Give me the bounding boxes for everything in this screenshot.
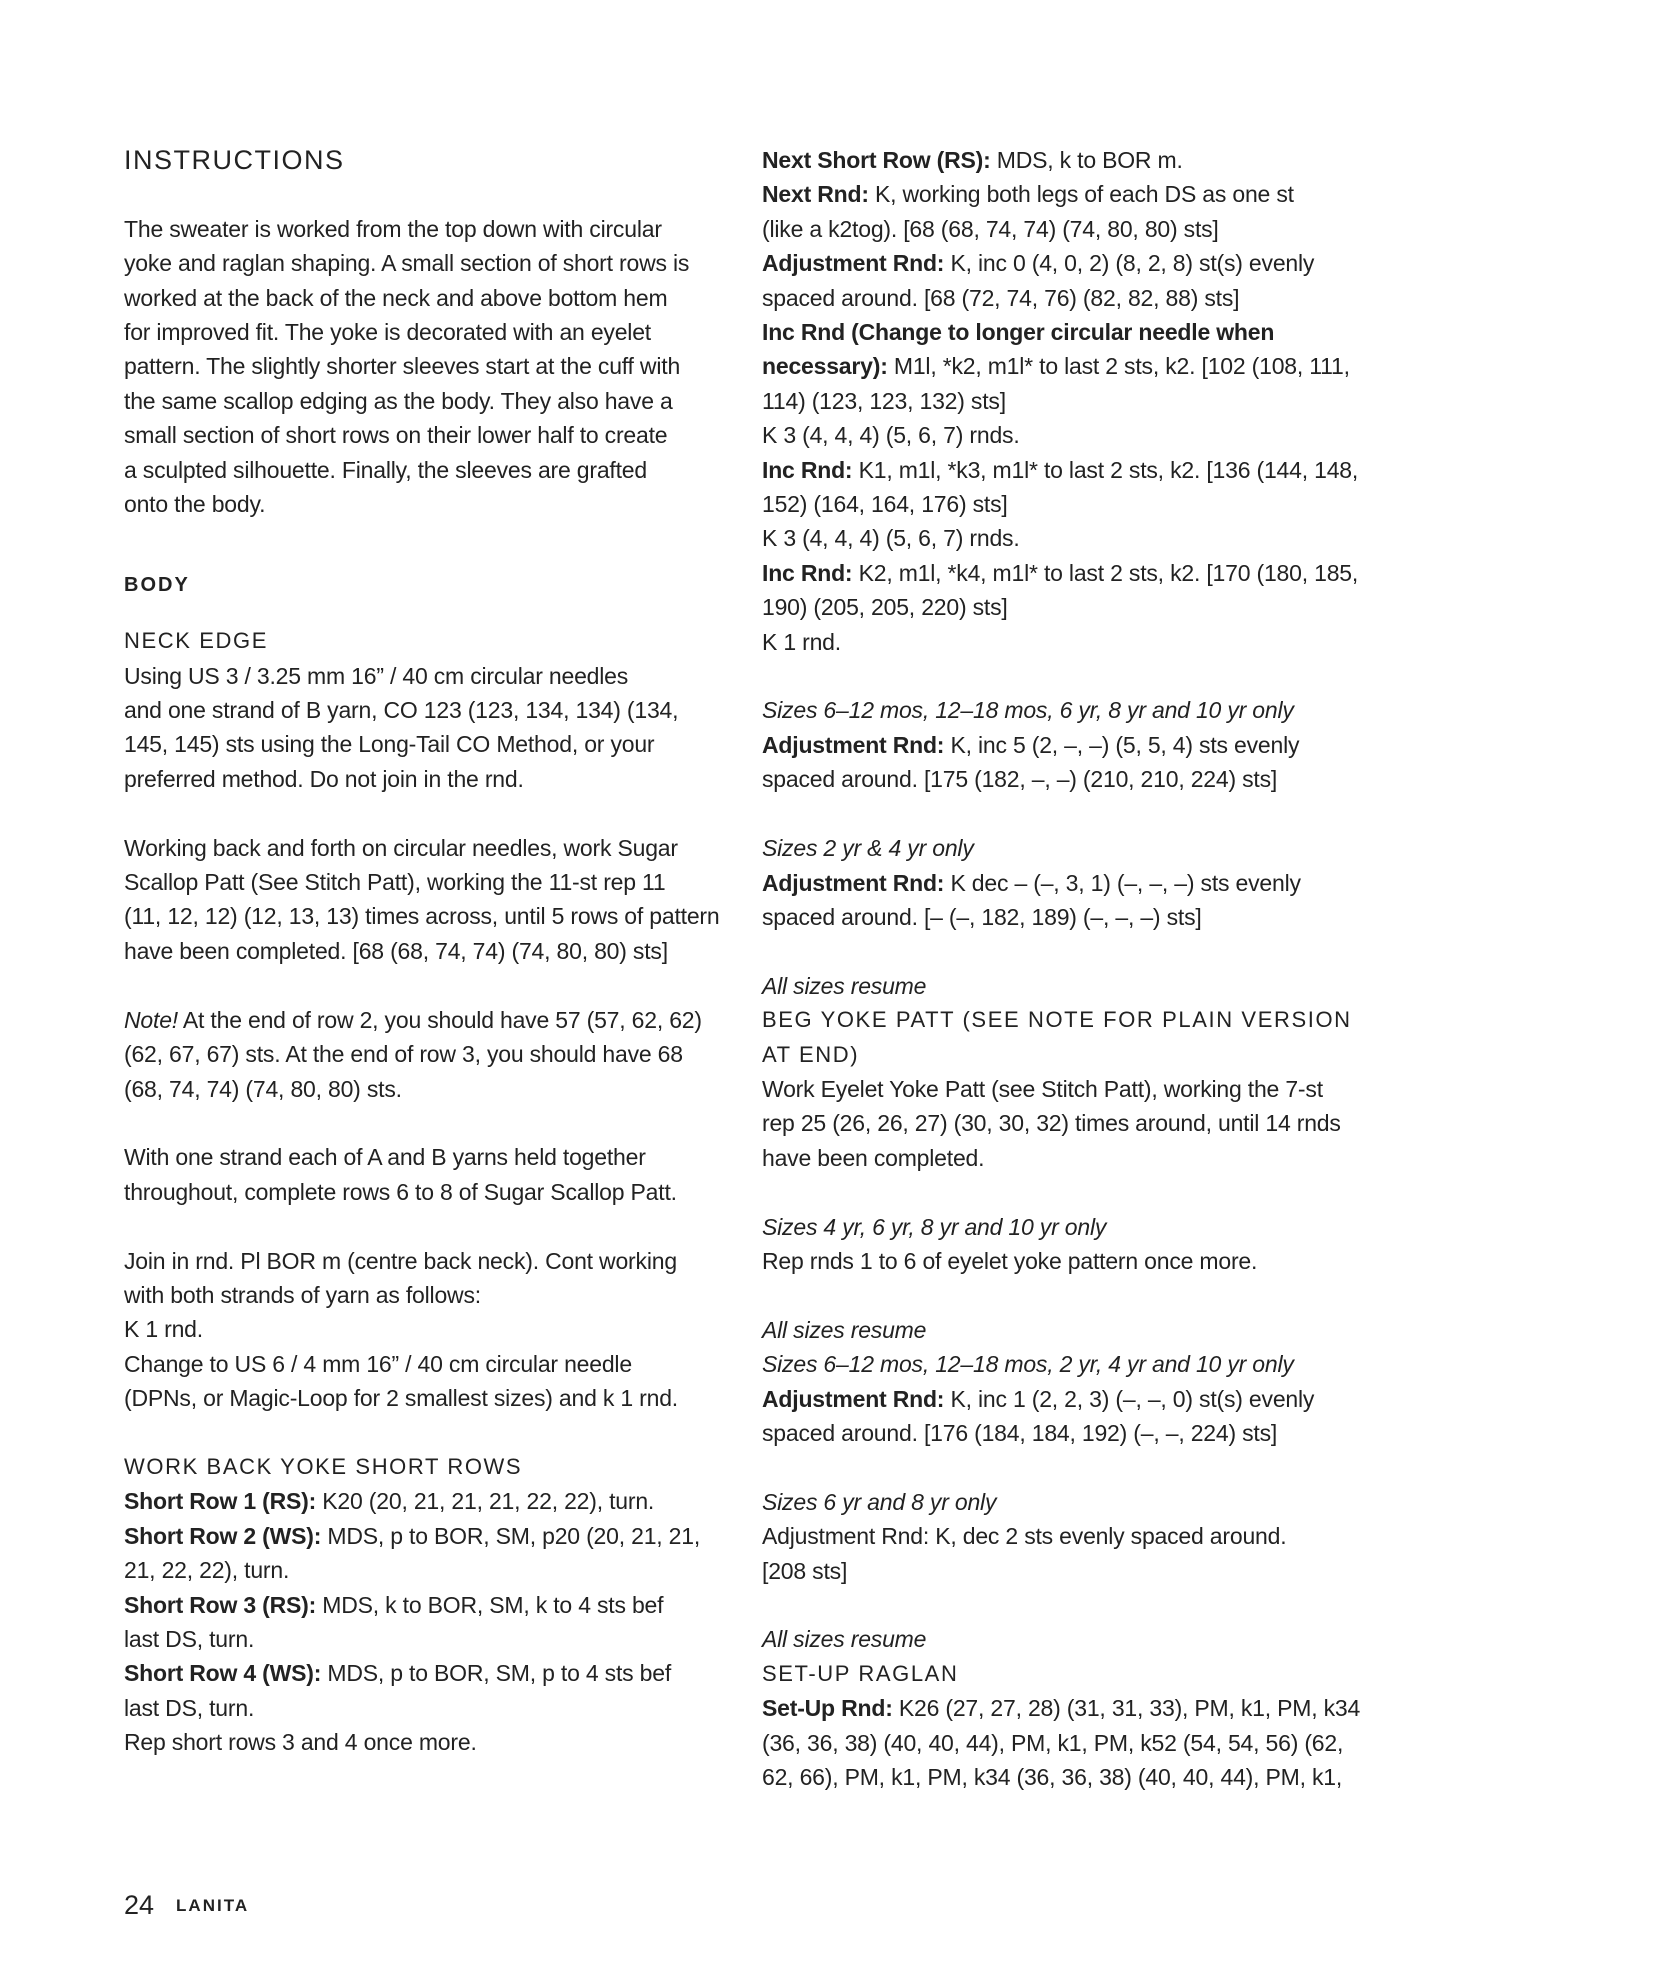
short-row-2: [124, 1519, 736, 1553]
short-row-3-cont: last DS, turn.: [124, 1625, 255, 1652]
working-back-line: have been completed. [68 (68, 74, 74) (74, 80, 80) sts]: [124, 937, 668, 964]
knit-rnds-a: K 3 (4, 4, 4) (5, 6, 7) rnds.: [762, 422, 1020, 449]
intro-line: worked at the back of the neck and above bottom hem: [124, 284, 668, 311]
next-short-row-label: Next Short Row (RS):: [762, 147, 991, 173]
beg-yoke-title: BEG YOKE PATT (SEE NOTE FOR PLAIN VERSION: [762, 1007, 1352, 1033]
intro-line: yoke and raglan shaping. A small section of short rows is: [124, 250, 690, 277]
intro-paragraph: [124, 212, 736, 522]
neck-edge-line: preferred method. Do not join in the rnd.: [124, 765, 524, 792]
brand-name: LANITA: [176, 1896, 250, 1915]
eyelet-line: rep 25 (26, 26, 27) (30, 30, 32) times around, until 14 rnds: [762, 1110, 1341, 1137]
note-line: [124, 1003, 736, 1037]
note-line: (68, 74, 74) (74, 80, 80) sts.: [124, 1075, 402, 1102]
inc-rnd-2-cont: 152) (164, 164, 176) sts]: [762, 491, 1008, 518]
working-back-line: (11, 12, 12) (12, 13, 13) times across, until 5 rows of pattern: [124, 903, 720, 930]
sizes-note-5: Sizes 6 yr and 8 yr only: [762, 1488, 997, 1515]
inc-rnd-3-label: Inc Rnd:: [762, 559, 853, 586]
short-row-3-label: Short Row 3 (RS):: [124, 1591, 317, 1618]
adjustment-rnd-4: [762, 1382, 1374, 1416]
adjustment-rnd-4-text: K, inc 1 (2, 2, 3) (–, –, 0) st(s) evenly: [944, 1385, 1315, 1412]
right-column: [762, 143, 1374, 1794]
working-back-line: Scallop Patt (See Stitch Patt), working the 11-st rep 11: [124, 869, 666, 896]
knit-1-rnd: K 1 rnd.: [762, 628, 841, 655]
inc-rnd-1: [762, 349, 1374, 383]
body-section-title: BODY: [124, 573, 190, 596]
sizes-note-2: Sizes 2 yr & 4 yr only: [762, 835, 974, 862]
eyelet-line: have been completed.: [762, 1144, 985, 1171]
inc-rnd-1-text: M1l, *k2, m1l* to last 2 sts, k2. [102 (108, 111,: [887, 353, 1350, 380]
short-row-3-text: MDS, k to BOR, SM, k to 4 sts bef: [316, 1591, 664, 1618]
inc-rnd-2-text: K1, m1l, *k3, m1l* to last 2 sts, k2. [136 (144, 148,: [852, 456, 1359, 483]
short-row-4-cont: last DS, turn.: [124, 1694, 255, 1721]
adjustment-rnd-1-label: Adjustment Rnd:: [762, 250, 945, 277]
inc-rnd-2-label: Inc Rnd:: [762, 456, 853, 483]
adjustment-rnd-3-cont: spaced around. [– (–, 182, 189) (–, –, –) sts]: [762, 903, 1202, 930]
note-text: At the end of row 2, you should have 57 (57, 62, 62): [177, 1006, 702, 1033]
setup-rnd: [762, 1691, 1374, 1725]
neck-edge-line: and one strand of B yarn, CO 123 (123, 134, 134) (134,: [124, 697, 679, 724]
adjustment-rnd-5-cont: [208 sts]: [762, 1557, 848, 1584]
adjustment-rnd-1-cont: spaced around. [68 (72, 74, 76) (82, 82, 88) sts]: [762, 284, 1240, 311]
short-row-2-cont: 21, 22, 22), turn.: [124, 1557, 290, 1584]
page-footer: [124, 1888, 249, 1923]
working-back-line: Working back and forth on circular needles, work Sugar: [124, 834, 678, 861]
sizes-note-3: Sizes 4 yr, 6 yr, 8 yr and 10 yr only: [762, 1213, 1107, 1240]
setup-rnd-label: Set-Up Rnd:: [762, 1695, 893, 1722]
beg-yoke-title-cont: AT END): [762, 1041, 860, 1067]
short-row-1-text: K20 (20, 21, 21, 21, 22, 22), turn.: [316, 1488, 655, 1515]
one-strand-line: With one strand each of A and B yarns held together: [124, 1144, 646, 1171]
setup-rnd-cont: (36, 36, 38) (40, 40, 44), PM, k1, PM, k52 (54, 54, 56) (62,: [762, 1729, 1344, 1756]
next-rnd: [762, 177, 1374, 211]
next-short-row-text: MDS, k to BOR m.: [990, 147, 1183, 173]
short-row-1: [124, 1484, 736, 1518]
short-row-4: [124, 1656, 736, 1690]
setup-rnd-cont: 62, 66), PM, k1, PM, k34 (36, 36, 38) (40, 40, 44), PM, k1,: [762, 1763, 1343, 1790]
rep-rnds: Rep rnds 1 to 6 of eyelet yoke pattern once more.: [762, 1247, 1258, 1274]
short-row-2-label: Short Row 2 (WS):: [124, 1522, 322, 1549]
neck-edge-line: Using US 3 / 3.25 mm 16” / 40 cm circular needles: [124, 662, 629, 689]
next-rnd-text: K, working both legs of each DS as one st: [868, 181, 1294, 208]
intro-line: pattern. The slightly shorter sleeves start at the cuff with: [124, 353, 681, 380]
adjustment-rnd-4-cont: spaced around. [176 (184, 184, 192) (–, –, 224) sts]: [762, 1419, 1278, 1446]
adjustment-rnd-2-label: Adjustment Rnd:: [762, 731, 945, 758]
left-column: [124, 143, 736, 1760]
eyelet-line: Work Eyelet Yoke Patt (see Stitch Patt), working the 7-st: [762, 1075, 1323, 1102]
setup-rnd-text: K26 (27, 27, 28) (31, 31, 33), PM, k1, PM, k34: [892, 1695, 1361, 1722]
adjustment-rnd-2-cont: spaced around. [175 (182, –, –) (210, 210, 224) sts]: [762, 766, 1278, 793]
inc-rnd-1-label: Inc Rnd (Change to longer circular needle when: [762, 319, 1275, 346]
page-number: 24: [124, 1890, 155, 1920]
knit-rnds-b: K 3 (4, 4, 4) (5, 6, 7) rnds.: [762, 525, 1020, 552]
setup-raglan-title: SET-UP RAGLAN: [762, 1660, 959, 1686]
next-rnd-label: Next Rnd:: [762, 181, 869, 208]
short-row-3: [124, 1588, 736, 1622]
note-line: (62, 67, 67) sts. At the end of row 3, you should have 68: [124, 1041, 683, 1068]
short-row-4-label: Short Row 4 (WS):: [124, 1660, 322, 1687]
adjustment-rnd-2-text: K, inc 5 (2, –, –) (5, 5, 4) sts evenly: [944, 731, 1300, 758]
adjustment-rnd-2: [762, 728, 1374, 762]
intro-line: for improved fit. The yoke is decorated with an eyelet: [124, 319, 651, 346]
inc-rnd-2: [762, 453, 1374, 487]
adjustment-rnd-3: [762, 866, 1374, 900]
all-sizes-resume-1: All sizes resume: [762, 972, 927, 999]
join-line: (DPNs, or Magic-Loop for 2 smallest sizes) and k 1 rnd.: [124, 1385, 678, 1412]
note-label: Note!: [124, 1006, 178, 1033]
intro-line: the same scallop edging as the body. They also have a: [124, 387, 673, 414]
next-rnd-cont: (like a k2tog). [68 (68, 74, 74) (74, 80, 80) sts]: [762, 215, 1219, 242]
neck-edge-title: NECK EDGE: [124, 628, 268, 654]
adjustment-rnd-5: Adjustment Rnd: K, dec 2 sts evenly spaced around.: [762, 1523, 1287, 1550]
sizes-note-1: Sizes 6–12 mos, 12–18 mos, 6 yr, 8 yr and 10 yr only: [762, 697, 1294, 724]
adjustment-rnd-4-label: Adjustment Rnd:: [762, 1385, 945, 1412]
instructions-heading: INSTRUCTIONS: [124, 145, 345, 175]
all-sizes-resume-3: All sizes resume: [762, 1626, 927, 1653]
intro-line: onto the body.: [124, 491, 266, 518]
join-line: K 1 rnd.: [124, 1316, 203, 1343]
intro-line: small section of short rows on their lower half to create: [124, 422, 668, 449]
adjustment-rnd-1: [762, 246, 1374, 280]
inc-rnd-1-cont: 114) (123, 123, 132) sts]: [762, 387, 1006, 414]
join-line: Change to US 6 / 4 mm 16” / 40 cm circular needle: [124, 1350, 632, 1377]
rep-short-rows: Rep short rows 3 and 4 once more.: [124, 1729, 477, 1756]
short-rows-title: WORK BACK YOKE SHORT ROWS: [124, 1453, 523, 1479]
next-short-row: [762, 143, 1374, 177]
short-row-4-text: MDS, p to BOR, SM, p to 4 sts bef: [321, 1660, 672, 1687]
short-row-1-label: Short Row 1 (RS):: [124, 1488, 317, 1515]
join-line: with both strands of yarn as follows:: [124, 1281, 481, 1308]
one-strand-line: throughout, complete rows 6 to 8 of Sugar Scallop Patt.: [124, 1178, 677, 1205]
all-sizes-resume-2: All sizes resume: [762, 1316, 927, 1343]
inc-rnd-3-cont: 190) (205, 205, 220) sts]: [762, 594, 1008, 621]
inc-rnd-3: [762, 556, 1374, 590]
neck-edge-line: 145, 145) sts using the Long-Tail CO Method, or your: [124, 731, 655, 758]
sizes-note-4: Sizes 6–12 mos, 12–18 mos, 2 yr, 4 yr and 10 yr only: [762, 1351, 1294, 1378]
short-row-2-text: MDS, p to BOR, SM, p20 (20, 21, 21,: [321, 1522, 701, 1549]
inc-rnd-3-text: K2, m1l, *k4, m1l* to last 2 sts, k2. [170 (180, 185,: [852, 559, 1359, 586]
intro-line: The sweater is worked from the top down with circular: [124, 215, 662, 242]
adjustment-rnd-3-label: Adjustment Rnd:: [762, 869, 945, 896]
inc-rnd-1-label-2: necessary):: [762, 353, 888, 380]
join-line: Join in rnd. Pl BOR m (centre back neck). Cont working: [124, 1247, 677, 1274]
adjustment-rnd-1-text: K, inc 0 (4, 0, 2) (8, 2, 8) st(s) evenly: [944, 250, 1315, 277]
adjustment-rnd-3-text: K dec – (–, 3, 1) (–, –, –) sts evenly: [944, 869, 1301, 896]
intro-line: a sculpted silhouette. Finally, the sleeves are grafted: [124, 456, 647, 483]
